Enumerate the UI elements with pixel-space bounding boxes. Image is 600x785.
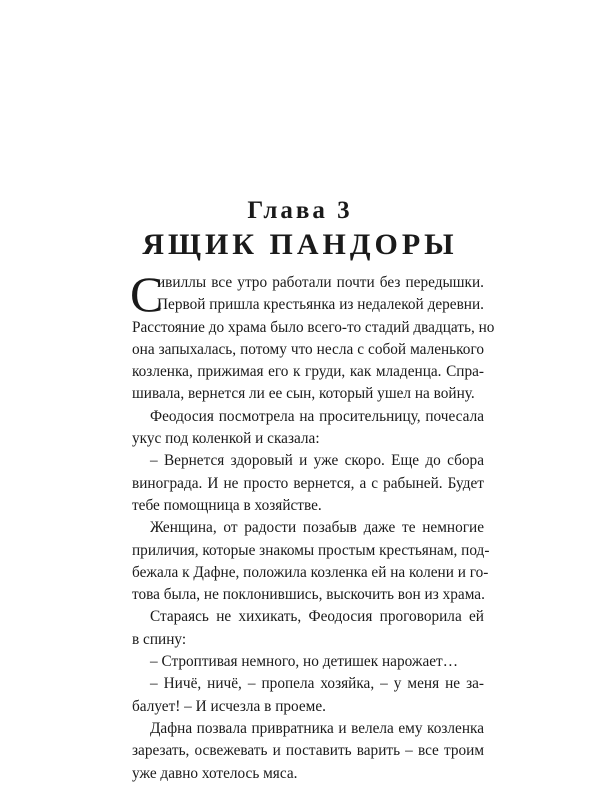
drop-cap-letter: С xyxy=(130,266,164,322)
text-line: козленка, прижимая его к груди, как младенца. Спра- xyxy=(132,363,484,381)
chapter-body-text xyxy=(130,266,495,785)
text-line: Расстояние до храма было всего-то стадий двадцать, но xyxy=(132,318,495,336)
text-line: ивиллы все утро работали почти без передышки. xyxy=(157,274,484,291)
text-line: винограда. И не просто вернется, а с рабыней. Будет xyxy=(132,474,484,492)
text-line: Женщина, от радости позабыв даже те немногие xyxy=(150,519,484,537)
chapter-header xyxy=(0,196,600,262)
text-line: Феодосия посмотрела на просительницу, почесала xyxy=(150,407,484,425)
text-line: Первой пришла крестьянка из недалекой деревни. xyxy=(157,296,484,314)
text-line: в спину: xyxy=(132,630,187,648)
text-lines xyxy=(130,266,495,785)
text-line: укус под коленкой и сказала: xyxy=(132,430,320,448)
text-line: това была, не поклонившись, выскочить вон из храма. xyxy=(132,586,485,604)
text-line: – Строптивая немного, но детишек нарожает… xyxy=(150,653,458,671)
text-line: она запыхалась, потому что несла с собой маленького xyxy=(132,340,484,358)
chapter-title: ЯЩИК ПАНДОРЫ xyxy=(142,228,458,261)
text-line: балует! – И исчезла в проеме. xyxy=(132,697,326,715)
chapter-number: Глава 3 xyxy=(247,197,353,224)
text-line: тебе помощница в хозяйстве. xyxy=(132,496,322,514)
text-line: Стараясь не хихикать, Феодосия проговорила ей xyxy=(150,608,484,626)
text-line: уже давно хотелось мяса. xyxy=(132,764,298,782)
text-line: Дафна позвала привратника и велела ему козленка xyxy=(150,719,484,737)
text-line: – Ничё, ничё, – пропела хозяйка, – у меня не за- xyxy=(150,675,484,693)
text-line: зарезать, освежевать и поставить варить – все троим xyxy=(132,742,484,760)
text-line: шивала, вернется ли ее сын, который ушел на войну. xyxy=(132,385,475,403)
text-line: приличия, которые знакомы простым крестьянам, под- xyxy=(132,541,490,559)
text-line: бежала к Дафне, положила козленка ей на колени и го- xyxy=(132,563,489,581)
text-line: – Вернется здоровый и уже скоро. Еще до сбора xyxy=(150,452,484,470)
